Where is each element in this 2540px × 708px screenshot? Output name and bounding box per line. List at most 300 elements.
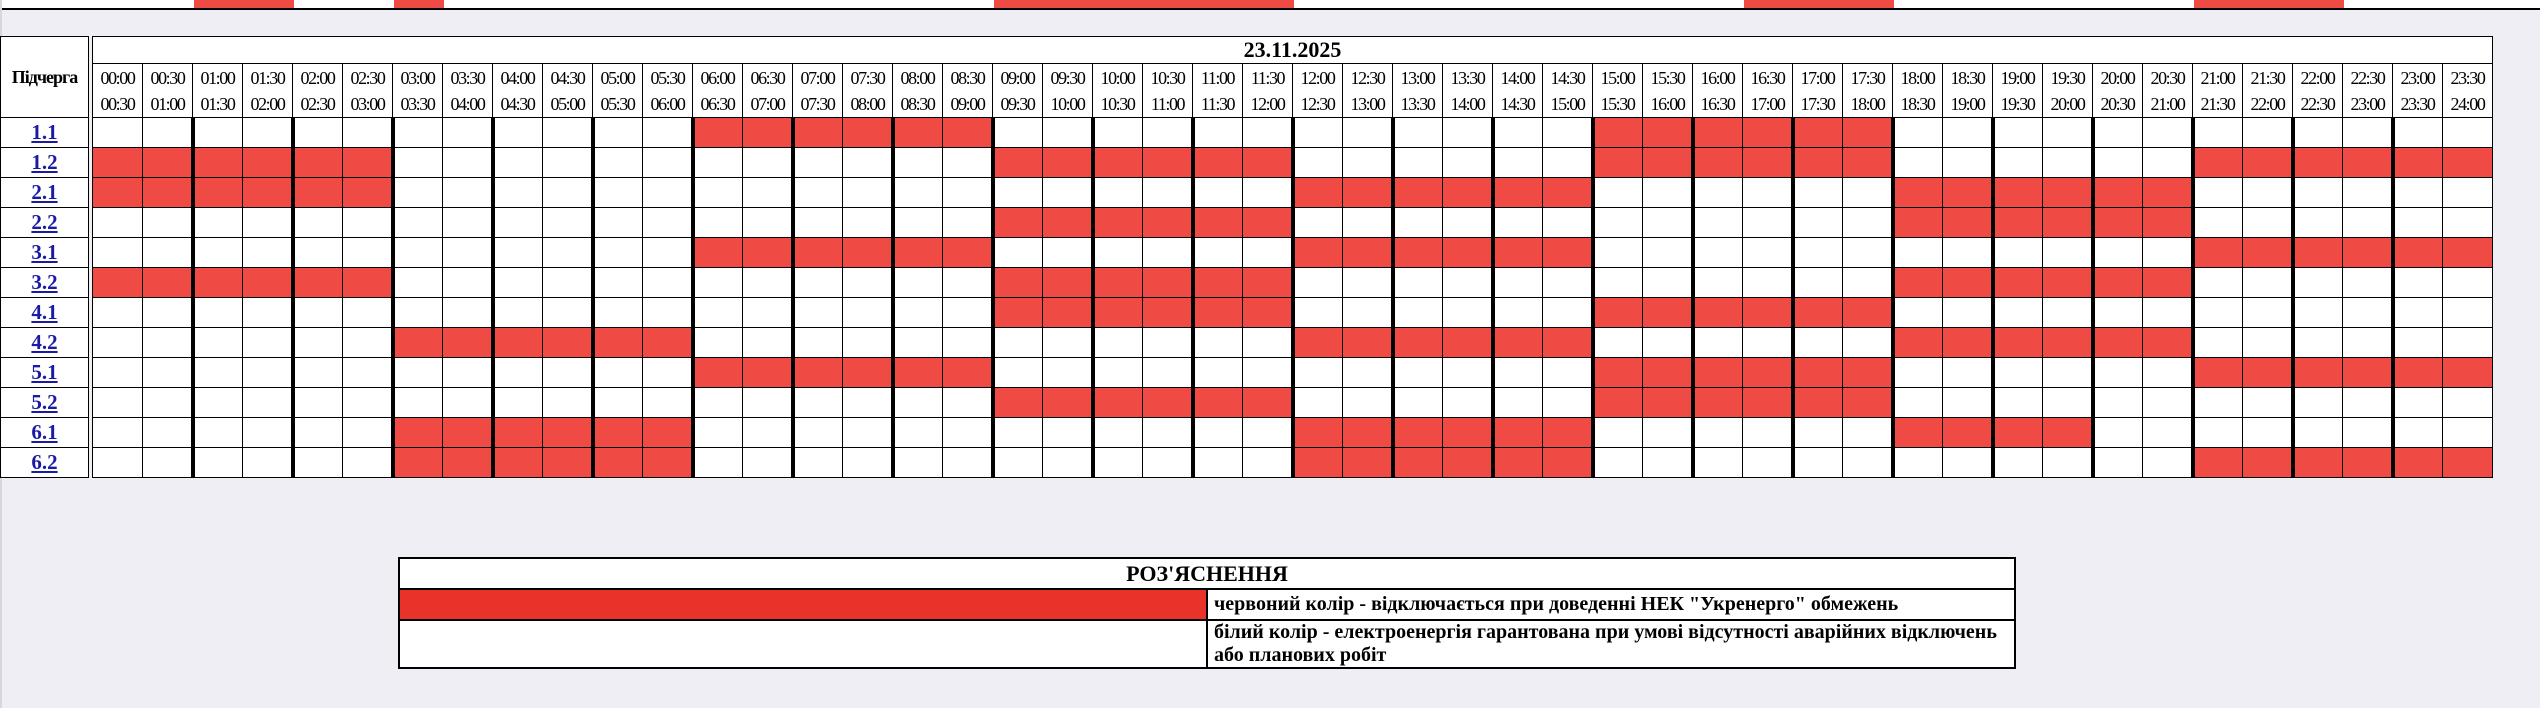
power-slot	[393, 268, 443, 298]
power-slot	[1493, 208, 1543, 238]
slot-end-time: 18:30	[1900, 93, 1935, 114]
slot-end-time: 05:30	[600, 93, 635, 114]
power-slot	[2143, 418, 2193, 448]
slot-start-time: 16:30	[1750, 67, 1785, 88]
power-slot	[1143, 418, 1193, 448]
power-slot	[693, 418, 743, 448]
slot-end-time: 04:30	[500, 93, 535, 114]
time-slot-header	[593, 64, 643, 118]
slot-start-time: 14:00	[1500, 67, 1535, 88]
power-slot	[1043, 358, 1093, 388]
power-slot	[243, 208, 293, 238]
slot-start-time: 01:00	[200, 67, 235, 88]
outage-slot	[1443, 448, 1493, 478]
power-slot	[1093, 178, 1143, 208]
outage-slot	[2193, 238, 2243, 268]
slot-start-time: 13:00	[1400, 67, 1435, 88]
power-slot	[143, 418, 193, 448]
outage-slot	[893, 358, 943, 388]
outage-slot	[893, 118, 943, 148]
queue-link[interactable]: 4.2	[31, 330, 58, 354]
outage-slot	[993, 148, 1043, 178]
power-slot	[243, 448, 293, 478]
power-slot	[1543, 358, 1593, 388]
power-slot	[893, 208, 943, 238]
power-slot	[1543, 388, 1593, 418]
power-slot	[243, 418, 293, 448]
queue-link[interactable]: 4.1	[31, 300, 58, 324]
time-slot-header	[2243, 64, 2293, 118]
power-slot	[2393, 298, 2443, 328]
time-slot-header	[293, 64, 343, 118]
time-slot-header	[743, 64, 793, 118]
power-slot	[493, 238, 543, 268]
outage-slot	[1143, 208, 1193, 238]
queue-link[interactable]: 6.1	[31, 420, 58, 444]
queue-link[interactable]: 3.2	[31, 270, 58, 294]
power-slot	[2193, 328, 2243, 358]
power-slot	[143, 298, 193, 328]
power-slot	[2193, 208, 2243, 238]
power-slot	[393, 298, 443, 328]
time-slot-header	[1543, 64, 1593, 118]
outage-slot	[143, 148, 193, 178]
outage-slot	[1593, 118, 1643, 148]
time-slot-header	[1343, 64, 1393, 118]
power-slot	[1993, 238, 2043, 268]
power-slot	[893, 148, 943, 178]
power-slot	[1643, 238, 1693, 268]
slot-start-time: 23:30	[2450, 67, 2485, 88]
power-slot	[1793, 268, 1843, 298]
queue-link[interactable]: 5.1	[31, 360, 58, 384]
power-slot	[693, 388, 743, 418]
power-slot	[2193, 118, 2243, 148]
power-slot	[1743, 178, 1793, 208]
power-slot	[1593, 418, 1643, 448]
slot-start-time: 03:30	[450, 67, 485, 88]
slot-end-time: 05:00	[550, 93, 585, 114]
outage-slot	[2043, 268, 2093, 298]
power-slot	[693, 178, 743, 208]
power-slot	[1093, 418, 1143, 448]
power-slot	[2343, 328, 2393, 358]
power-slot	[93, 238, 143, 268]
power-slot	[1593, 328, 1643, 358]
outage-slot	[743, 238, 793, 268]
power-slot	[2343, 418, 2393, 448]
power-slot	[2143, 238, 2193, 268]
outage-slot	[1643, 388, 1693, 418]
power-slot	[2443, 328, 2493, 358]
power-slot	[1393, 148, 1443, 178]
power-slot	[1693, 328, 1743, 358]
power-slot	[2243, 328, 2293, 358]
outage-slot	[1543, 328, 1593, 358]
time-slot-header	[243, 64, 293, 118]
power-slot	[593, 178, 643, 208]
power-slot	[743, 388, 793, 418]
power-slot	[1893, 298, 1943, 328]
power-slot	[643, 298, 693, 328]
power-slot	[1093, 238, 1143, 268]
power-slot	[1643, 208, 1693, 238]
power-slot	[1593, 238, 1643, 268]
outage-slot	[1293, 238, 1343, 268]
outage-slot	[843, 358, 893, 388]
power-slot	[1143, 328, 1193, 358]
power-slot	[2243, 298, 2293, 328]
outage-slot	[1243, 268, 1293, 298]
power-slot	[293, 448, 343, 478]
slot-end-time: 08:30	[900, 93, 935, 114]
power-slot	[2393, 208, 2443, 238]
power-slot	[2293, 388, 2343, 418]
outage-slot	[693, 358, 743, 388]
outage-slot	[2243, 148, 2293, 178]
outage-slot	[543, 328, 593, 358]
queue-row	[1, 208, 2493, 238]
power-slot	[1243, 178, 1293, 208]
outage-slot	[1993, 268, 2043, 298]
power-slot	[2343, 298, 2393, 328]
power-slot	[793, 178, 843, 208]
power-slot	[1393, 358, 1443, 388]
power-slot	[2293, 328, 2343, 358]
outage-slot	[1243, 388, 1293, 418]
power-slot	[1293, 118, 1343, 148]
power-slot	[543, 298, 593, 328]
power-slot	[593, 118, 643, 148]
power-slot	[393, 178, 443, 208]
power-slot	[593, 238, 643, 268]
power-slot	[1743, 328, 1793, 358]
outage-slot	[1443, 178, 1493, 208]
power-slot	[743, 178, 793, 208]
queue-label-cell	[1, 418, 89, 448]
power-slot	[1543, 208, 1593, 238]
outage-slot	[1643, 298, 1693, 328]
legend-white-swatch	[399, 620, 1207, 668]
power-slot	[2043, 448, 2093, 478]
outage-slot	[493, 448, 543, 478]
power-slot	[2293, 298, 2343, 328]
outage-slot	[1943, 178, 1993, 208]
power-slot	[493, 358, 543, 388]
power-slot	[1393, 118, 1443, 148]
outage-slot	[1793, 358, 1843, 388]
power-slot	[143, 358, 193, 388]
outage-slot	[2293, 448, 2343, 478]
power-slot	[2043, 298, 2093, 328]
slot-end-time: 20:00	[2050, 93, 2085, 114]
power-slot	[793, 298, 843, 328]
outage-slot	[443, 418, 493, 448]
time-slot-header	[1893, 64, 1943, 118]
outage-slot	[2243, 238, 2293, 268]
queue-link[interactable]: 1.1	[31, 120, 58, 144]
queue-label-cell	[1, 448, 89, 478]
outage-slot	[1743, 298, 1793, 328]
power-slot	[93, 448, 143, 478]
power-slot	[1643, 418, 1693, 448]
power-slot	[293, 208, 343, 238]
power-slot	[1393, 388, 1443, 418]
power-slot	[2193, 388, 2243, 418]
power-slot	[343, 238, 393, 268]
outage-slot	[1593, 148, 1643, 178]
power-slot	[893, 448, 943, 478]
outage-slot	[543, 418, 593, 448]
outage-slot	[1193, 208, 1243, 238]
power-slot	[2093, 238, 2143, 268]
power-slot	[1943, 388, 1993, 418]
power-slot	[2193, 178, 2243, 208]
power-slot	[343, 358, 393, 388]
power-slot	[2043, 388, 2093, 418]
power-slot	[443, 238, 493, 268]
slot-end-time: 22:00	[2250, 93, 2285, 114]
power-slot	[793, 418, 843, 448]
power-slot	[2143, 148, 2193, 178]
slot-start-time: 07:30	[850, 67, 885, 88]
slot-end-time: 14:30	[1500, 93, 1535, 114]
outage-slot	[2093, 208, 2143, 238]
outage-slot	[1043, 208, 1093, 238]
outage-slot	[1493, 448, 1543, 478]
slot-start-time: 02:00	[300, 67, 335, 88]
power-slot	[493, 208, 543, 238]
power-slot	[843, 298, 893, 328]
power-slot	[443, 208, 493, 238]
queue-row	[1, 298, 2493, 328]
power-slot	[2243, 118, 2293, 148]
power-slot	[1243, 358, 1293, 388]
outage-slot	[1893, 208, 1943, 238]
power-slot	[1493, 118, 1543, 148]
outage-slot	[1843, 388, 1893, 418]
outage-slot	[243, 178, 293, 208]
slot-start-time: 20:00	[2100, 67, 2135, 88]
outage-slot	[1293, 418, 1343, 448]
power-slot	[743, 268, 793, 298]
power-slot	[693, 208, 743, 238]
outage-slot	[643, 328, 693, 358]
slot-start-time: 08:30	[950, 67, 985, 88]
outage-slot	[1993, 418, 2043, 448]
power-slot	[1793, 208, 1843, 238]
slot-end-time: 12:00	[1250, 93, 1285, 114]
power-slot	[2343, 118, 2393, 148]
power-slot	[643, 388, 693, 418]
outage-slot	[1593, 358, 1643, 388]
time-slot-header	[193, 64, 243, 118]
power-slot	[1643, 178, 1693, 208]
power-slot	[1343, 358, 1393, 388]
power-slot	[243, 118, 293, 148]
power-slot	[543, 388, 593, 418]
outage-slot	[293, 268, 343, 298]
queue-label-cell	[1, 268, 89, 298]
power-slot	[1293, 208, 1343, 238]
outage-slot	[2143, 268, 2193, 298]
power-slot	[193, 388, 243, 418]
queue-link[interactable]: 2.1	[31, 180, 58, 204]
power-slot	[493, 268, 543, 298]
power-slot	[93, 298, 143, 328]
power-slot	[2293, 118, 2343, 148]
outage-slot	[2093, 328, 2143, 358]
power-slot	[1293, 148, 1343, 178]
outage-slot	[493, 418, 543, 448]
slot-start-time: 14:30	[1550, 67, 1585, 88]
power-slot	[443, 178, 493, 208]
outage-slot	[243, 268, 293, 298]
power-slot	[943, 208, 993, 238]
power-slot	[2393, 268, 2443, 298]
time-slot-header	[1243, 64, 1293, 118]
queue-link[interactable]: 1.2	[31, 150, 58, 174]
power-slot	[243, 358, 293, 388]
power-slot	[1143, 358, 1193, 388]
power-slot	[1593, 178, 1643, 208]
power-slot	[993, 418, 1043, 448]
power-slot	[2293, 418, 2343, 448]
power-slot	[493, 118, 543, 148]
outage-slot	[1493, 238, 1543, 268]
power-slot	[1243, 418, 1293, 448]
slot-end-time: 23:00	[2350, 93, 2385, 114]
outage-slot	[743, 118, 793, 148]
power-slot	[693, 298, 743, 328]
power-slot	[93, 358, 143, 388]
time-slot-header	[343, 64, 393, 118]
power-slot	[1493, 388, 1543, 418]
time-slot-header	[1093, 64, 1143, 118]
slot-end-time: 15:30	[1600, 93, 1635, 114]
power-slot	[1793, 418, 1843, 448]
queue-link[interactable]: 3.1	[31, 240, 58, 264]
slot-start-time: 12:00	[1300, 67, 1335, 88]
queue-link[interactable]: 6.2	[31, 450, 58, 474]
queue-link[interactable]: 5.2	[31, 390, 58, 414]
power-slot	[1443, 118, 1493, 148]
outage-slot	[2293, 238, 2343, 268]
time-slot-header	[443, 64, 493, 118]
power-slot	[293, 238, 343, 268]
slot-start-time: 20:30	[2150, 67, 2185, 88]
power-slot	[2243, 268, 2293, 298]
power-slot	[1893, 358, 1943, 388]
outage-slot	[293, 148, 343, 178]
power-slot	[143, 448, 193, 478]
slot-end-time: 18:00	[1850, 93, 1885, 114]
legend-red-text: червоний колір - відключається при доведенні НЕК "Укренерго" обмежень	[1207, 589, 2015, 620]
power-slot	[793, 448, 843, 478]
power-slot	[1343, 388, 1393, 418]
power-slot	[2293, 208, 2343, 238]
outage-slot	[1843, 148, 1893, 178]
power-slot	[1993, 298, 2043, 328]
outage-slot	[2293, 148, 2343, 178]
power-slot	[943, 328, 993, 358]
power-slot	[2443, 388, 2493, 418]
queue-link[interactable]: 2.2	[31, 210, 58, 234]
power-slot	[1143, 178, 1193, 208]
outage-slot	[593, 448, 643, 478]
time-slot-header	[2443, 64, 2493, 118]
outage-slot	[1343, 178, 1393, 208]
power-slot	[293, 118, 343, 148]
outage-slot	[1093, 208, 1143, 238]
power-slot	[1043, 238, 1093, 268]
time-slot-header	[1593, 64, 1643, 118]
outage-slot	[143, 178, 193, 208]
outage-slot	[1693, 298, 1743, 328]
outage-slot	[1793, 118, 1843, 148]
time-slot-header	[1693, 64, 1743, 118]
power-slot	[1893, 448, 1943, 478]
outage-slot	[1243, 148, 1293, 178]
power-slot	[543, 178, 593, 208]
outage-slot	[1343, 448, 1393, 478]
power-slot	[2143, 358, 2193, 388]
slot-end-time: 06:30	[700, 93, 735, 114]
power-slot	[1343, 298, 1393, 328]
slot-start-time: 17:00	[1800, 67, 1835, 88]
outage-slot	[693, 118, 743, 148]
outage-slot	[1593, 298, 1643, 328]
outage-slot	[2143, 208, 2193, 238]
time-slot-header	[1043, 64, 1093, 118]
outage-slot	[1343, 238, 1393, 268]
power-slot	[1543, 298, 1593, 328]
power-slot	[2293, 268, 2343, 298]
slot-end-time: 01:30	[200, 93, 235, 114]
power-slot	[443, 148, 493, 178]
slot-start-time: 05:00	[600, 67, 635, 88]
power-slot	[393, 148, 443, 178]
outage-slot	[343, 148, 393, 178]
outage-slot	[993, 298, 1043, 328]
slot-start-time: 22:00	[2300, 67, 2335, 88]
power-slot	[543, 118, 593, 148]
outage-slot	[543, 448, 593, 478]
outage-slot	[1743, 358, 1793, 388]
power-slot	[93, 208, 143, 238]
slot-end-time: 12:30	[1300, 93, 1335, 114]
power-slot	[1293, 298, 1343, 328]
power-slot	[793, 388, 843, 418]
outage-slot	[1493, 178, 1543, 208]
power-slot	[1243, 328, 1293, 358]
outage-slot	[2393, 358, 2443, 388]
power-slot	[843, 178, 893, 208]
outage-slot	[1393, 238, 1443, 268]
slot-start-time: 18:30	[1950, 67, 1985, 88]
outage-slot	[393, 418, 443, 448]
time-slot-header	[2343, 64, 2393, 118]
slot-end-time: 02:30	[300, 93, 335, 114]
power-slot	[1393, 208, 1443, 238]
power-slot	[1093, 118, 1143, 148]
slot-start-time: 08:00	[900, 67, 935, 88]
power-slot	[2343, 388, 2393, 418]
time-slot-header	[2393, 64, 2443, 118]
power-slot	[343, 208, 393, 238]
power-slot	[943, 178, 993, 208]
power-slot	[93, 418, 143, 448]
